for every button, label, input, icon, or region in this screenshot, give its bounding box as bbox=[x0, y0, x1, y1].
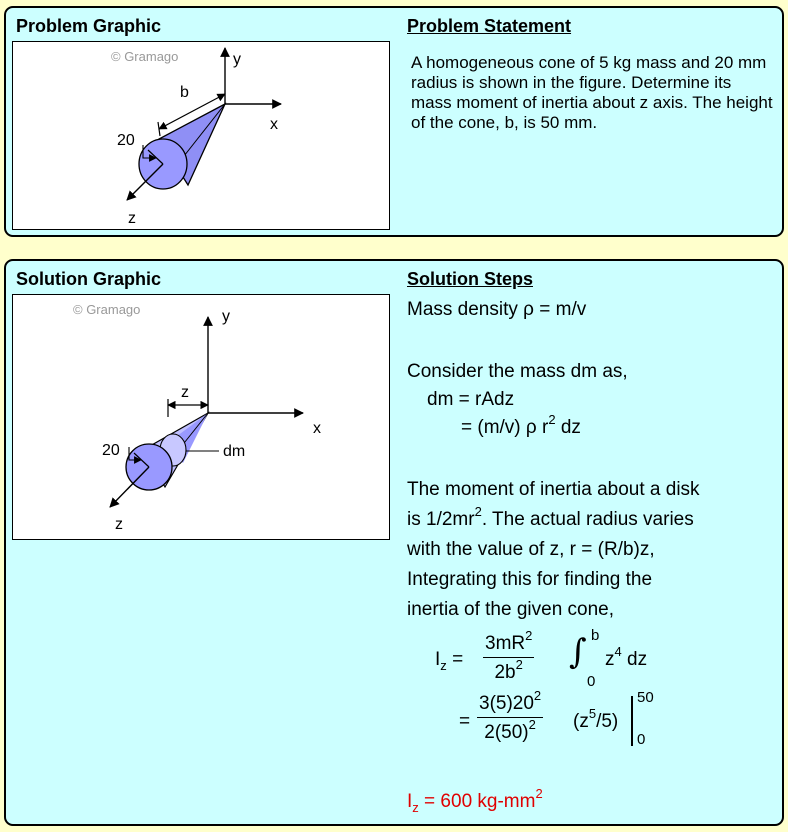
step-moi-line2: is $1/2mr^2$. The actual radius varies bbox=[407, 504, 694, 530]
problem-statement-title: Problem Statement bbox=[407, 16, 572, 36]
step-consider: Consider the mass dm as, bbox=[407, 361, 628, 382]
evaluation-bar bbox=[631, 696, 633, 746]
fraction-numeric: $\frac{3(5)20^2}{2(50)^2}$ bbox=[479, 688, 542, 743]
y-axis-label: y bbox=[233, 51, 241, 68]
problem-graphic-title: Problem Graphic bbox=[16, 16, 162, 36]
fraction-3mR2-2b2: $\frac{3mR^2}{2b^2}$ bbox=[485, 628, 533, 683]
final-answer: $I_z = 600$ $kg-mm^2$ bbox=[407, 786, 543, 815]
y-axis-label: y bbox=[222, 308, 230, 325]
problem-graphic bbox=[12, 41, 390, 230]
step-moi-line4: Integrating this for finding the bbox=[407, 569, 653, 590]
problem-figure bbox=[13, 42, 391, 231]
solution-steps-title: Solution Steps bbox=[407, 269, 533, 289]
radius-label: 20 bbox=[102, 442, 120, 459]
problem-statement-text: A homogeneous cone of 5 kg mass and 20 mm radius is shown in the figure. Determine its mass moment of inertia about z axis. The height of the cone, b, is 50 mm. bbox=[411, 53, 773, 132]
x-axis-label: x bbox=[313, 420, 321, 437]
solution-steps: Mass density ρ = m/v Consider the mass dm as, dm = rAdz = (m/v) ρ $r^2$ dz The moment of inertia about a disk is $1/2mr^2$. The actual radius varies with the value of z, r = (R/b)z, Integrating this for finding the inertia of the given cone, $I_z$ = $\frac{3mR^2}{2b^2}$ ∫ b 0 $z^4$ dz = $\frac{3(5)20^2}{2(50)^2}$ $(z^5/5)$ 50 0 $I_z = 600$ $kg-mm^2$ bbox=[407, 299, 700, 815]
distance-label: z bbox=[181, 384, 189, 401]
solution-graphic bbox=[12, 294, 390, 540]
solution-panel bbox=[4, 259, 784, 826]
evaluation-upper: 50 bbox=[637, 689, 654, 706]
solution-figure bbox=[13, 295, 391, 541]
integral-lower: 0 bbox=[587, 673, 596, 690]
integral-sign: ∫ bbox=[569, 632, 587, 672]
step-moi-line5: inertia of the given cone, bbox=[407, 599, 615, 620]
step-dm-eq2: = (m/v) ρ $r^2$ dz bbox=[461, 412, 581, 438]
problem-panel bbox=[4, 6, 784, 237]
height-label: b bbox=[180, 84, 189, 101]
step-density: Mass density ρ = m/v bbox=[407, 299, 587, 320]
evaluation-lower: 0 bbox=[637, 731, 646, 748]
integral-upper: b bbox=[591, 627, 600, 644]
solution-graphic-title: Solution Graphic bbox=[16, 269, 162, 289]
radius-label: 20 bbox=[117, 132, 135, 149]
watermark: © Gramago bbox=[73, 302, 141, 317]
step-dm-eq1: dm = rAdz bbox=[427, 389, 515, 410]
x-axis-label: x bbox=[270, 116, 278, 133]
step-moi-line1: The moment of inertia about a disk bbox=[407, 479, 700, 500]
watermark: © Gramago bbox=[111, 49, 179, 64]
dm-label: dm bbox=[223, 443, 246, 460]
step-moi-line3: with the value of z, r = (R/b)z, bbox=[407, 539, 655, 560]
z-axis-label: z bbox=[115, 516, 123, 533]
z-axis-label: z bbox=[128, 210, 136, 227]
